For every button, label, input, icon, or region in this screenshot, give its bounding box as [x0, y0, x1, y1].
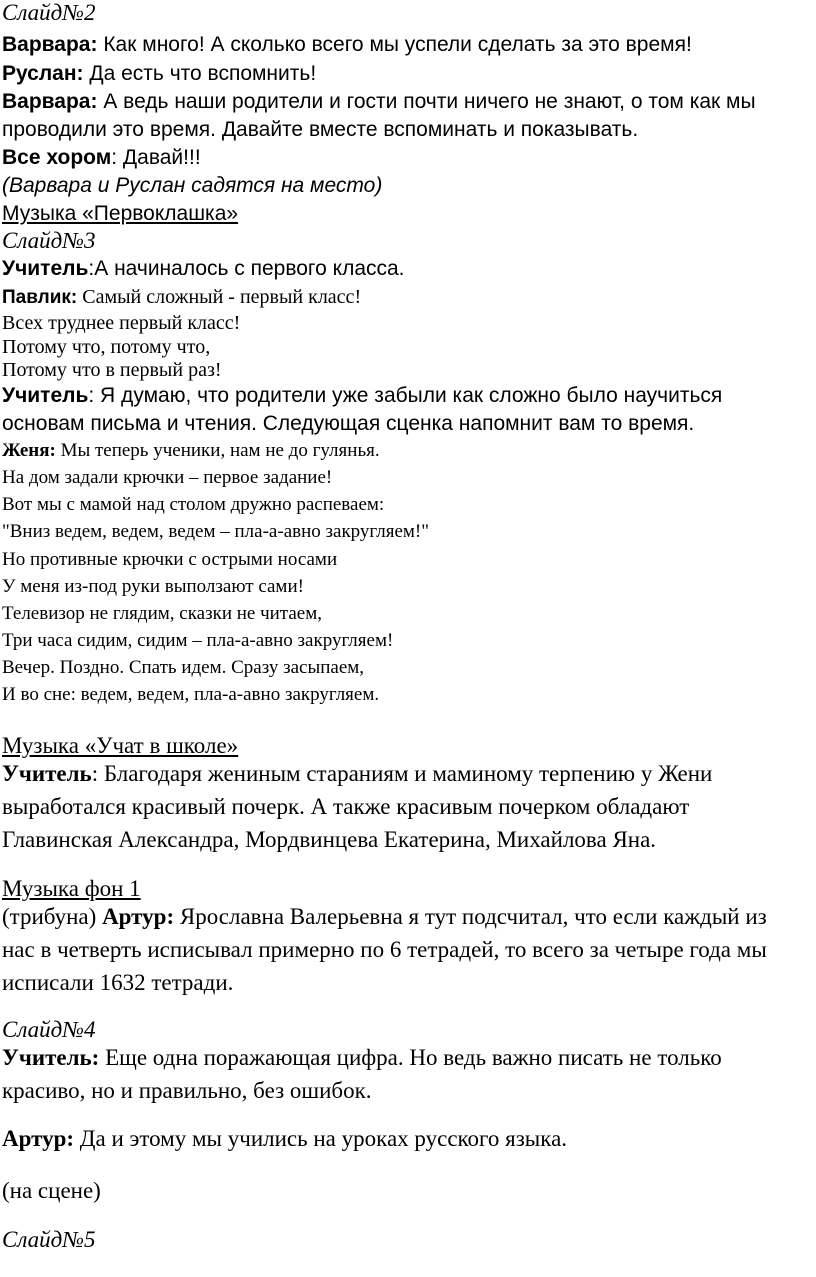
line-text: Да есть что вспомнить!	[83, 62, 317, 85]
speaker-teacher: Учитель	[2, 384, 89, 407]
line-text: Еще одна поражающая цифра. Но ведь важно писать не только	[99, 1045, 722, 1070]
poem-line: Три часа сидим, сидим – пла-а-авно закругляем!	[2, 630, 394, 651]
line-text: : Я думаю, что родители уже забыли как сложно было научиться	[88, 384, 723, 407]
speaker-artur: Артур:	[2, 1126, 75, 1151]
music-cue-fon-1: Музыка фон 1	[2, 876, 141, 901]
line-text: Как много! А сколько всего мы успели сделать за это время!	[97, 33, 692, 56]
line-varvara-2	[2, 90, 756, 114]
line-teacher-1	[2, 257, 405, 281]
poem-line: Вот мы с мамой над столом дружно распеваем:	[2, 494, 385, 515]
speaker-all-chorus: Все хором	[2, 146, 112, 169]
line-all-chorus	[2, 146, 201, 170]
speaker-ruslan: Руслан:	[2, 62, 84, 85]
slide-5-heading: Слайд№5	[2, 1227, 96, 1252]
stage-direction: (Варвара и Руслан садятся на место)	[2, 174, 383, 197]
line-zhenya	[2, 440, 380, 462]
speaker-pavlik: Павлик:	[2, 287, 78, 308]
line-text: :А начиналось с первого класса.	[88, 257, 405, 280]
line-artur-2	[2, 1126, 567, 1152]
poem-line: Вечер. Поздно. Спать идем. Сразу засыпаем,	[2, 657, 365, 678]
line-text: Да и этому мы учились на уроках русского языка.	[74, 1126, 568, 1151]
line-ruslan	[2, 62, 316, 86]
line-pavlik	[2, 286, 361, 309]
poem-line: Телевизор не глядим, сказки не читаем,	[2, 603, 322, 624]
speaker-artur: Артур:	[102, 904, 175, 929]
speaker-teacher: Учитель:	[2, 1045, 100, 1070]
stage-note-on-stage: (на сцене)	[2, 1178, 101, 1203]
line-text: Мы теперь ученики, нам не до гулянья.	[55, 440, 380, 461]
music-cue-uchat-v-shkole: Музыка «Учат в школе»	[2, 733, 239, 758]
poem-line: И во сне: ведем, ведем, пла-а-авно закругляем.	[2, 684, 380, 705]
speaker-teacher: Учитель	[2, 761, 92, 786]
stage-note: (трибуна)	[2, 904, 103, 929]
line-teacher-2-cont: основам письма и чтения. Следующая сценка напомнит вам то время.	[2, 412, 695, 435]
poem-line: "Вниз ведем, ведем, ведем – пла-а-авно закругляем!"	[2, 521, 430, 542]
line-artur-1-cont: исписали 1632 тетради.	[2, 970, 234, 995]
poem-line: Потому что в первый раз!	[2, 359, 222, 381]
line-text: : Благодаря жениным стараниям и маминому терпению у Жени	[91, 761, 713, 786]
line-text: : Давай!!!	[111, 146, 201, 169]
line-varvara-2-cont: проводили это время. Давайте вместе вспоминать и показывать.	[2, 118, 639, 141]
slide-4-heading: Слайд№4	[2, 1017, 96, 1042]
poem-line: Потому что, потому что,	[2, 336, 211, 358]
line-text: Ярославна Валерьевна я тут подсчитал, что если каждый из	[174, 904, 767, 929]
line-text: А ведь наши родители и гости почти ничего не знают, о том как мы	[97, 90, 756, 113]
slide-3-heading: Слайд№3	[2, 228, 96, 253]
line-artur-1-cont: нас в четверть исписывал примерно по 6 тетрадей, то всего за четыре года мы	[2, 937, 767, 962]
poem-line: Но противные крючки с острыми носами	[2, 549, 338, 570]
speaker-varvara: Варвара:	[2, 90, 98, 113]
line-artur-1	[2, 904, 767, 930]
speaker-zhenya: Женя:	[2, 440, 56, 461]
line-varvara-1	[2, 33, 692, 57]
speaker-varvara: Варвара:	[2, 33, 98, 56]
line-text: Самый сложный - первый класс!	[77, 286, 362, 308]
line-teacher-3-cont: Главинская Александра, Мордвинцева Екатерина, Михайлова Яна.	[2, 827, 657, 852]
poem-line: У меня из-под руки выползают сами!	[2, 576, 304, 597]
line-teacher-4	[2, 1045, 722, 1071]
speaker-teacher: Учитель	[2, 257, 89, 280]
slide-2-heading: Слайд№2	[2, 0, 96, 25]
line-teacher-3-cont: выработался красивый почерк. А также красивым почерком обладают	[2, 794, 690, 819]
line-teacher-2	[2, 384, 722, 408]
line-teacher-3	[2, 761, 712, 787]
poem-line: На дом задали крючки – первое задание!	[2, 467, 333, 488]
poem-line: Всех труднее первый класс!	[2, 312, 241, 334]
line-teacher-4-cont: красиво, но и правильно, без ошибок.	[2, 1078, 372, 1103]
music-cue-pervoklashka: Музыка «Первоклашка»	[2, 202, 239, 225]
